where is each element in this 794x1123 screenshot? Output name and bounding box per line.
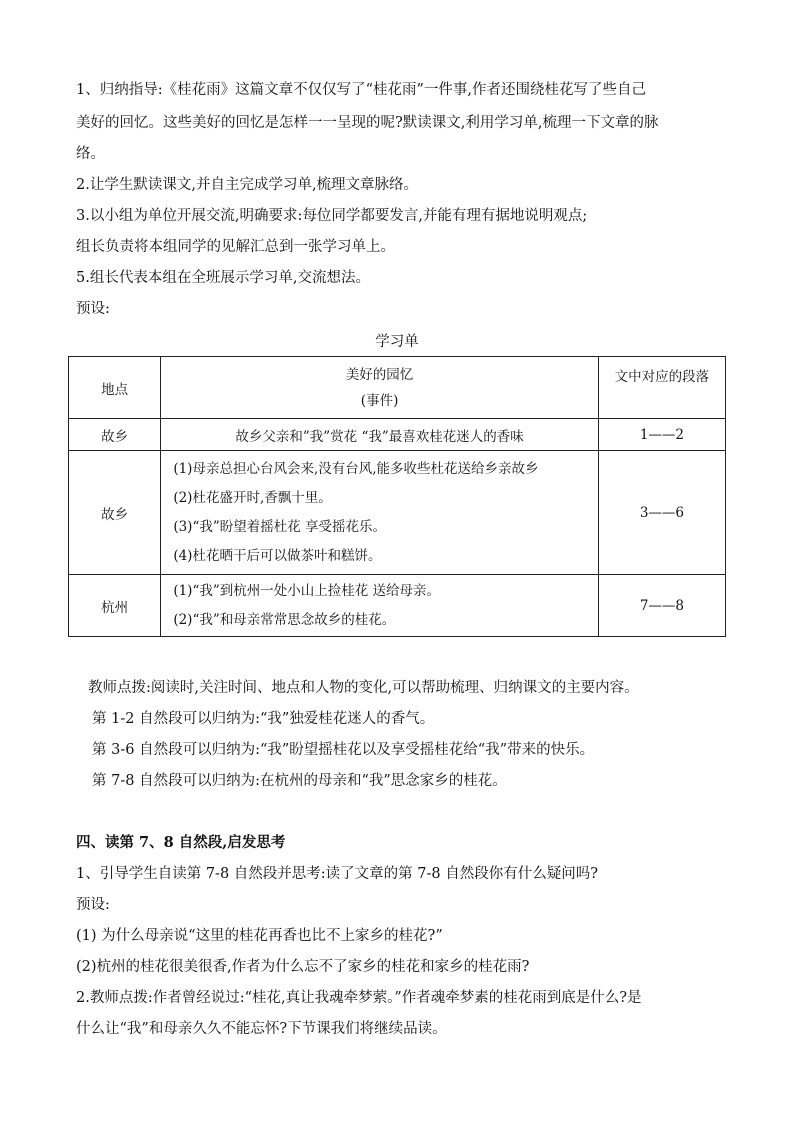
- section-4-question: 1、引导学生自读第 7-8 自然段并思考:读了文章的第 7-8 自然段你有什么疑问吗?: [76, 866, 599, 882]
- header-memory: [161, 357, 598, 419]
- section-4-preset-label: 预设:: [76, 897, 110, 913]
- section-4-note-line-2: 什么让“我”和母亲久久不能忘怀?下节课我们将继续品读。: [76, 1021, 447, 1037]
- row-events: [161, 575, 598, 637]
- summary-paragraphs-7-8: 第 7-8 自然段可以归纳为:在杭州的母亲和“我”思念家乡的桂花。: [92, 773, 507, 789]
- row-event-item: (3)“我”盼望着摇杜花 享受摇花乐。: [173, 518, 387, 535]
- intro-paragraph-1-line-1: 1、归纳指导:《桂花雨》这篇文章不仅仅写了“桂花雨”一件事,作者还围绕桂花写了些自己: [76, 82, 647, 98]
- section-4-answer-2: (2)杭州的桂花很美很香,作者为什么忘不了家乡的桂花和家乡的桂花雨?: [76, 959, 530, 975]
- table-row: [69, 575, 726, 637]
- study-sheet-table: [68, 356, 726, 637]
- intro-paragraph-1-line-2: 美好的回忆。这些美好的回忆是怎样一一呈现的呢?默读课文,利用学习单,梳理一下文章的脉: [76, 115, 659, 131]
- header-memory-line-2: (事件): [360, 392, 399, 409]
- intro-paragraph-2: 2.让学生默读课文,并自主完成学习单,梳理文章脉络。: [76, 177, 419, 193]
- row-event: 故乡父亲和”我”赏花 “我”最喜欢桂花迷人的香味: [161, 419, 598, 451]
- row-event-item: (2)“我”和母亲常常思念故乡的桂花。: [173, 611, 396, 628]
- row-event-item: (1)母亲总担心台风会来,没有台风,能多收些杜花送给乡亲故乡: [173, 460, 539, 477]
- row-events: [161, 451, 598, 575]
- table-header-row: [69, 357, 726, 419]
- row-event-item: (4)杜花晒干后可以做茶叶和糕饼。: [173, 547, 382, 564]
- row-event-item: (2)杜花盛开时,香飘十里。: [173, 489, 332, 506]
- row-paragraphs: 1——2: [598, 419, 725, 451]
- header-memory-line-1: 美好的园忆: [345, 366, 414, 383]
- intro-paragraph-5: 5.组长代表本组在全班展示学习单,交流想法。: [76, 270, 370, 286]
- summary-paragraphs-1-2: 第 1-2 自然段可以归纳为:“我”独爱桂花迷人的香气。: [92, 711, 435, 727]
- table-row: [69, 451, 726, 575]
- row-event-item: (1)“我”到杭州一处小山上捡桂花 送给母亲。: [173, 582, 441, 599]
- intro-preset-label: 预设:: [76, 301, 110, 317]
- intro-paragraph-1-line-3: 络。: [76, 146, 105, 162]
- intro-paragraph-4: 组长负责将本组同学的见解汇总到一张学习单上。: [76, 239, 395, 255]
- table-row: [69, 419, 726, 451]
- row-paragraphs: 7——8: [598, 575, 725, 637]
- header-place: 地点: [69, 357, 161, 419]
- teacher-note: 教师点拨:阅读时,关注时间、地点和人物的变化,可以帮助梳理、归纳课文的主要内容。: [88, 680, 639, 696]
- intro-paragraph-3: 3.以小组为单位开展交流,明确要求:每位同学都要发言,并能有理有据地说明观点;: [76, 208, 588, 224]
- section-4-note-line-1: 2.教师点拨:作者曾经说过:“桂花,真让我魂牵梦萦。”作者魂牵梦素的桂花雨到底是什么?是: [76, 990, 642, 1006]
- table-caption: 学习单: [375, 334, 419, 350]
- summary-paragraphs-3-6: 第 3-6 自然段可以归纳为:“我”盼望摇桂花以及享受摇桂花给“我”带来的快乐。: [92, 742, 595, 758]
- row-place: 故乡: [69, 451, 161, 575]
- header-paragraphs: 文中对应的段落: [598, 357, 725, 419]
- row-paragraphs: 3——6: [598, 451, 725, 575]
- row-place: 杭州: [69, 575, 161, 637]
- section-4-heading: 四、读第 7、8 自然段,启发思考: [76, 834, 286, 851]
- row-place: 故乡: [69, 419, 161, 451]
- section-4-answer-1: (1) 为什么母亲说“这里的桂花再香也比不上家乡的桂花?”: [76, 928, 443, 944]
